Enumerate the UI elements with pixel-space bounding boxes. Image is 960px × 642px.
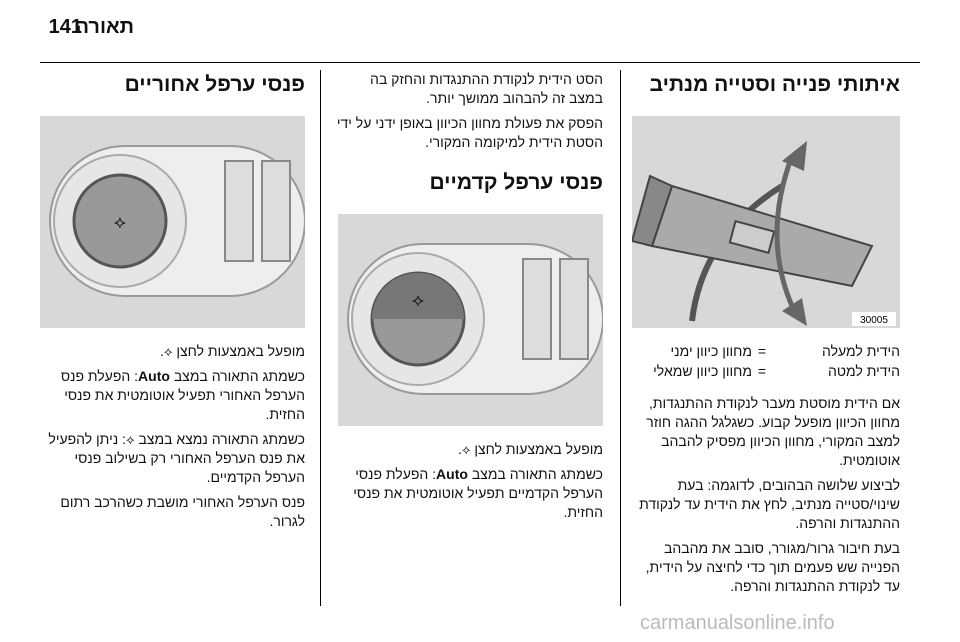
watermark: carmanualsonline.info bbox=[640, 612, 835, 634]
front-fog-icon: ⟡ bbox=[461, 442, 471, 457]
definition-row bbox=[632, 362, 900, 380]
section-heading: פנסי ערפל אחוריים bbox=[124, 73, 305, 96]
paragraph: אם הידית מוסטת מעבר לנקודת ההתנגדות, מחוון הכיוון מופעל קבוע. כשגלגל ההגה חוזר למצב המקורי, מחוון הכיוון מפסיק להבהב אוטומטית. bbox=[646, 395, 900, 468]
column-turn-signals bbox=[632, 70, 900, 602]
turn-signal-stalk-image bbox=[632, 116, 900, 328]
column-separator bbox=[320, 70, 321, 606]
rear-fog-icon: ⟡ bbox=[163, 344, 173, 359]
page-number: 141 bbox=[48, 16, 82, 38]
definition-value: מחוון כיוון ימני bbox=[670, 343, 752, 359]
section-heading: פנסי ערפל קדמיים bbox=[429, 171, 603, 194]
definition-equals: = bbox=[757, 363, 767, 379]
low-beam-icon: ⟡ bbox=[125, 432, 135, 447]
definition-row bbox=[632, 342, 900, 360]
column-front-fog bbox=[335, 70, 603, 528]
paragraph: כשמתג התאורה במצב Auto: הפעלת פנסי הערפל הקדמיים תפעיל אוטומטית את פנסי החזית. bbox=[353, 466, 603, 520]
definition-value: מחוון כיוון שמאלי bbox=[653, 363, 752, 379]
definition-term: הידית למעלה bbox=[822, 343, 900, 359]
definition-term: הידית למטה bbox=[828, 363, 900, 379]
svg-text:⟡: ⟡ bbox=[412, 290, 424, 311]
section-heading: איתותי פנייה וסטייה מנתיב bbox=[649, 73, 900, 96]
paragraph: כשמתג התאורה במצב Auto: הפעלת פנס הערפל האחורי תפעיל אוטומטית את פנסי החזית. bbox=[60, 368, 305, 422]
column-separator bbox=[620, 70, 621, 606]
svg-text:⟡: ⟡ bbox=[114, 212, 126, 233]
image-code: 30005 bbox=[860, 315, 888, 326]
definition-equals: = bbox=[757, 343, 767, 359]
page-header bbox=[40, 14, 920, 48]
paragraph: הסט הידית לנקודת ההתנגדות והחזק בה במצב זה להבהוב ממושך יותר. bbox=[369, 71, 603, 106]
paragraph: לביצוע שלושה הבהובים, לדוגמה: בעת שינוי/סטייה מנתיב, לחץ את הידית עד לנקודת ההתנגדות והרפה. bbox=[639, 477, 900, 531]
header-rule bbox=[40, 62, 920, 63]
paragraph: פנס הערפל האחורי מושבת כשהרכב רתום לגרור. bbox=[60, 494, 305, 529]
caption: מופעל באמצעות לחצן ⟡. bbox=[458, 441, 603, 457]
rear-fog-switch-image bbox=[40, 116, 305, 328]
chapter-title: תאורה bbox=[75, 16, 134, 38]
caption: מופעל באמצעות לחצן ⟡. bbox=[160, 343, 305, 359]
paragraph: הפסק את פעולת מחוון הכיוון באופן ידני על ידי הסטת הידית למיקומה המקורי. bbox=[336, 115, 603, 150]
front-fog-switch-image bbox=[338, 214, 603, 426]
paragraph: בעת חיבור גרור/מגורר, סובב את מהבהב הפנייה שש פעמים תוך כדי לחיצה על הידית, עד לנקודת ההתנגדות והרפה. bbox=[645, 540, 900, 594]
paragraph: כשמתג התאורה נמצא במצב ⟡: ניתן להפעיל את פנס הערפל האחורי רק בשילוב פנסי הערפל הקדמיים. bbox=[48, 431, 305, 485]
column-rear-fog bbox=[40, 70, 305, 537]
